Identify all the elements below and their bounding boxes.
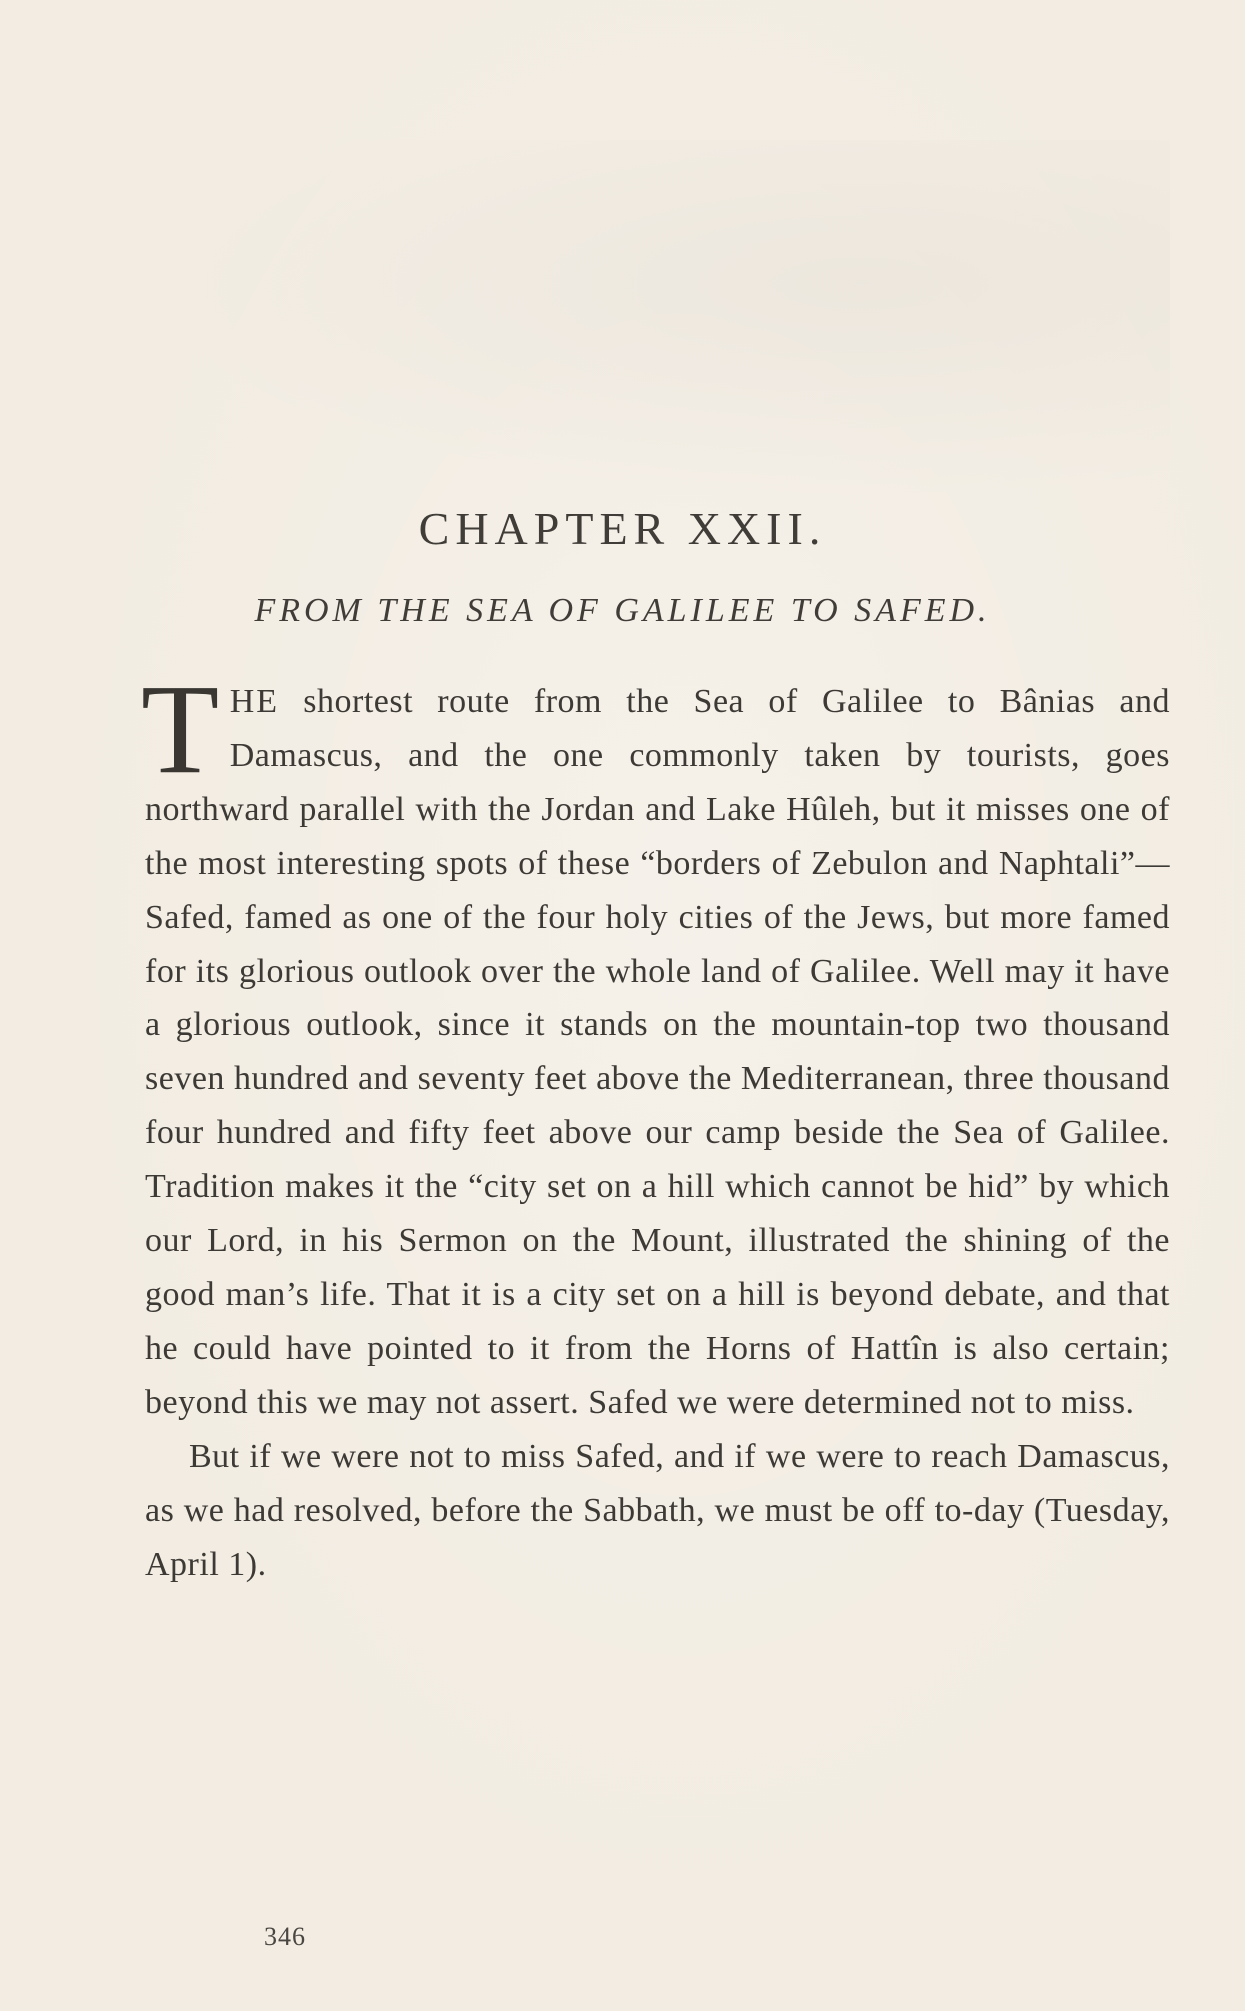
paragraph-1-text: shortest route from the Sea of Galilee to Bânias and Damascus, and the one commonly taken by tourists, goes northward parallel with the Jordan and Lake Hûleh, but it misses one of the most interesting spots of these “borders of Zebulon and Naphtali”—Safed, famed as one of the four holy cities of the Jews, but more famed for its glorious outlook over the whole land of Galilee. Well may it have a glorious outlook, since it stands on the mountain-top two thousand seven hundred and seventy feet above the Mediterranean, three thousand four hundred and fifty feet above our camp beside the Sea of Galilee. Tradition makes it the “city set on a hill which cannot be hid” by which our Lord, in his Sermon on the Mount, illustrated the shining of the good man’s life. That it is a city set on a hill is beyond debate, and that he could have pointed to it from the Horns of Hattîn is also certain; beyond this we may not assert. Safed we were determined not to miss. bbox=[145, 683, 1170, 1421]
chapter-title: CHAPTER XXII. bbox=[418, 503, 827, 554]
paragraph-1-lead: HE bbox=[229, 683, 280, 720]
page-number: 346 bbox=[264, 1922, 306, 1951]
chapter-subtitle: FROM THE SEA OF GALILEE TO SAFED. bbox=[254, 592, 991, 629]
paragraph-1 bbox=[141, 658, 1170, 1430]
show-through-bleed bbox=[140, 140, 1170, 500]
body-text bbox=[141, 658, 1170, 1591]
paragraph-2: But if we were not to miss Safed, and if we were to reach Damascus, as we had resolved, before the Sabbath, we must be off to-day (Tuesday, April 1). bbox=[145, 1437, 1170, 1583]
drop-cap: T bbox=[141, 658, 220, 800]
